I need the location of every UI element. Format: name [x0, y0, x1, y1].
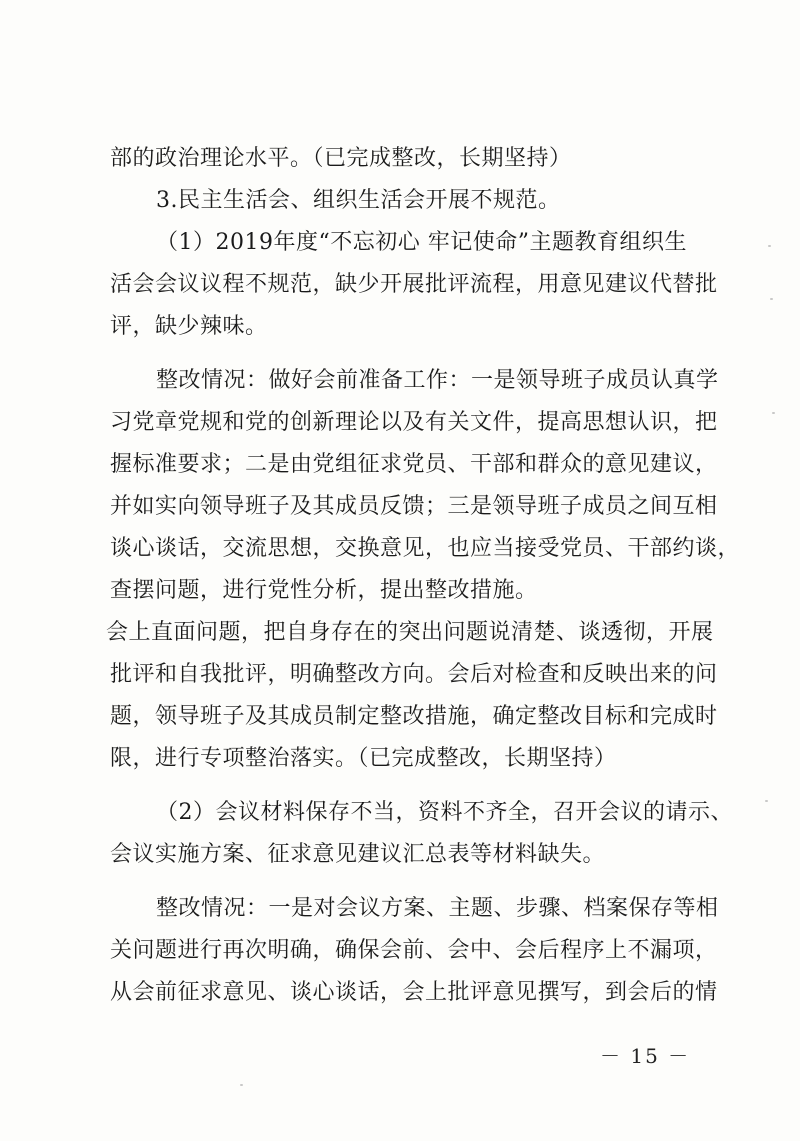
scan-speck: [765, 800, 768, 802]
text-line: （1）2019年度“不忘初心 牢记使命”主题教育组织生: [156, 230, 687, 255]
text-line: 整改情况：做好会前准备工作：一是领导班子成员认真学: [156, 368, 719, 393]
text-line: 从会前征求意见、谈心谈话，会上批评意见撰写，到会后的情: [110, 980, 718, 1005]
text-line: 谈心谈话，交流思想，交换意见，也应当接受党员、干部约谈，: [110, 536, 741, 561]
text-line: 关问题进行再次明确，确保会前、会中、会后程序上不漏项，: [110, 938, 718, 963]
text-line: 整改情况：一是对会议方案、主题、步骤、档案保存等相: [156, 896, 719, 921]
text-line: 习党章党规和党的创新理论以及有关文件，提高思想认识，把: [110, 410, 718, 435]
document-body: [106, 138, 741, 1014]
text-line: 会上直面问题，把自身存在的突出问题说清楚、谈透彻，开展: [106, 620, 714, 645]
text-line: 评，缺少辣味。: [110, 314, 268, 339]
scan-speck: [772, 412, 775, 414]
text-line: 批评和自我批评，明确整改方向。会后对检查和反映出来的问: [110, 662, 718, 687]
text-line: 握标准要求；二是由党组征求党员、干部和群众的意见建议，: [110, 452, 718, 477]
text-line: 并如实向领导班子及其成员反馈；三是领导班子成员之间互相: [110, 494, 718, 519]
scan-speck: [240, 1084, 243, 1086]
text-line: （2）会议材料保存不当，资料不齐全，召开会议的请示、: [156, 800, 733, 825]
text-line: 限，进行专项整治落实。（已完成整改，长期坚持）: [110, 746, 617, 771]
text-line: 活会会议议程不规范，缺少开展批评流程，用意见建议代替批: [110, 272, 718, 297]
text-line: 查摆问题，进行党性分析，提出整改措施。: [110, 578, 538, 603]
text-line: 会议实施方案、征求意见建议汇总表等材料缺失。: [110, 842, 606, 867]
section-heading: 3.民主生活会、组织生活会开展不规范。: [156, 188, 561, 213]
text-line: 部的政治理论水平。（已完成整改，长期坚持）: [110, 146, 572, 171]
scan-speck: [768, 245, 771, 247]
page-number: － 15 －: [600, 1044, 691, 1068]
text-line: 题，领导班子及其成员制定整改措施，确定整改目标和完成时: [110, 704, 718, 729]
scan-speck: [770, 298, 773, 300]
